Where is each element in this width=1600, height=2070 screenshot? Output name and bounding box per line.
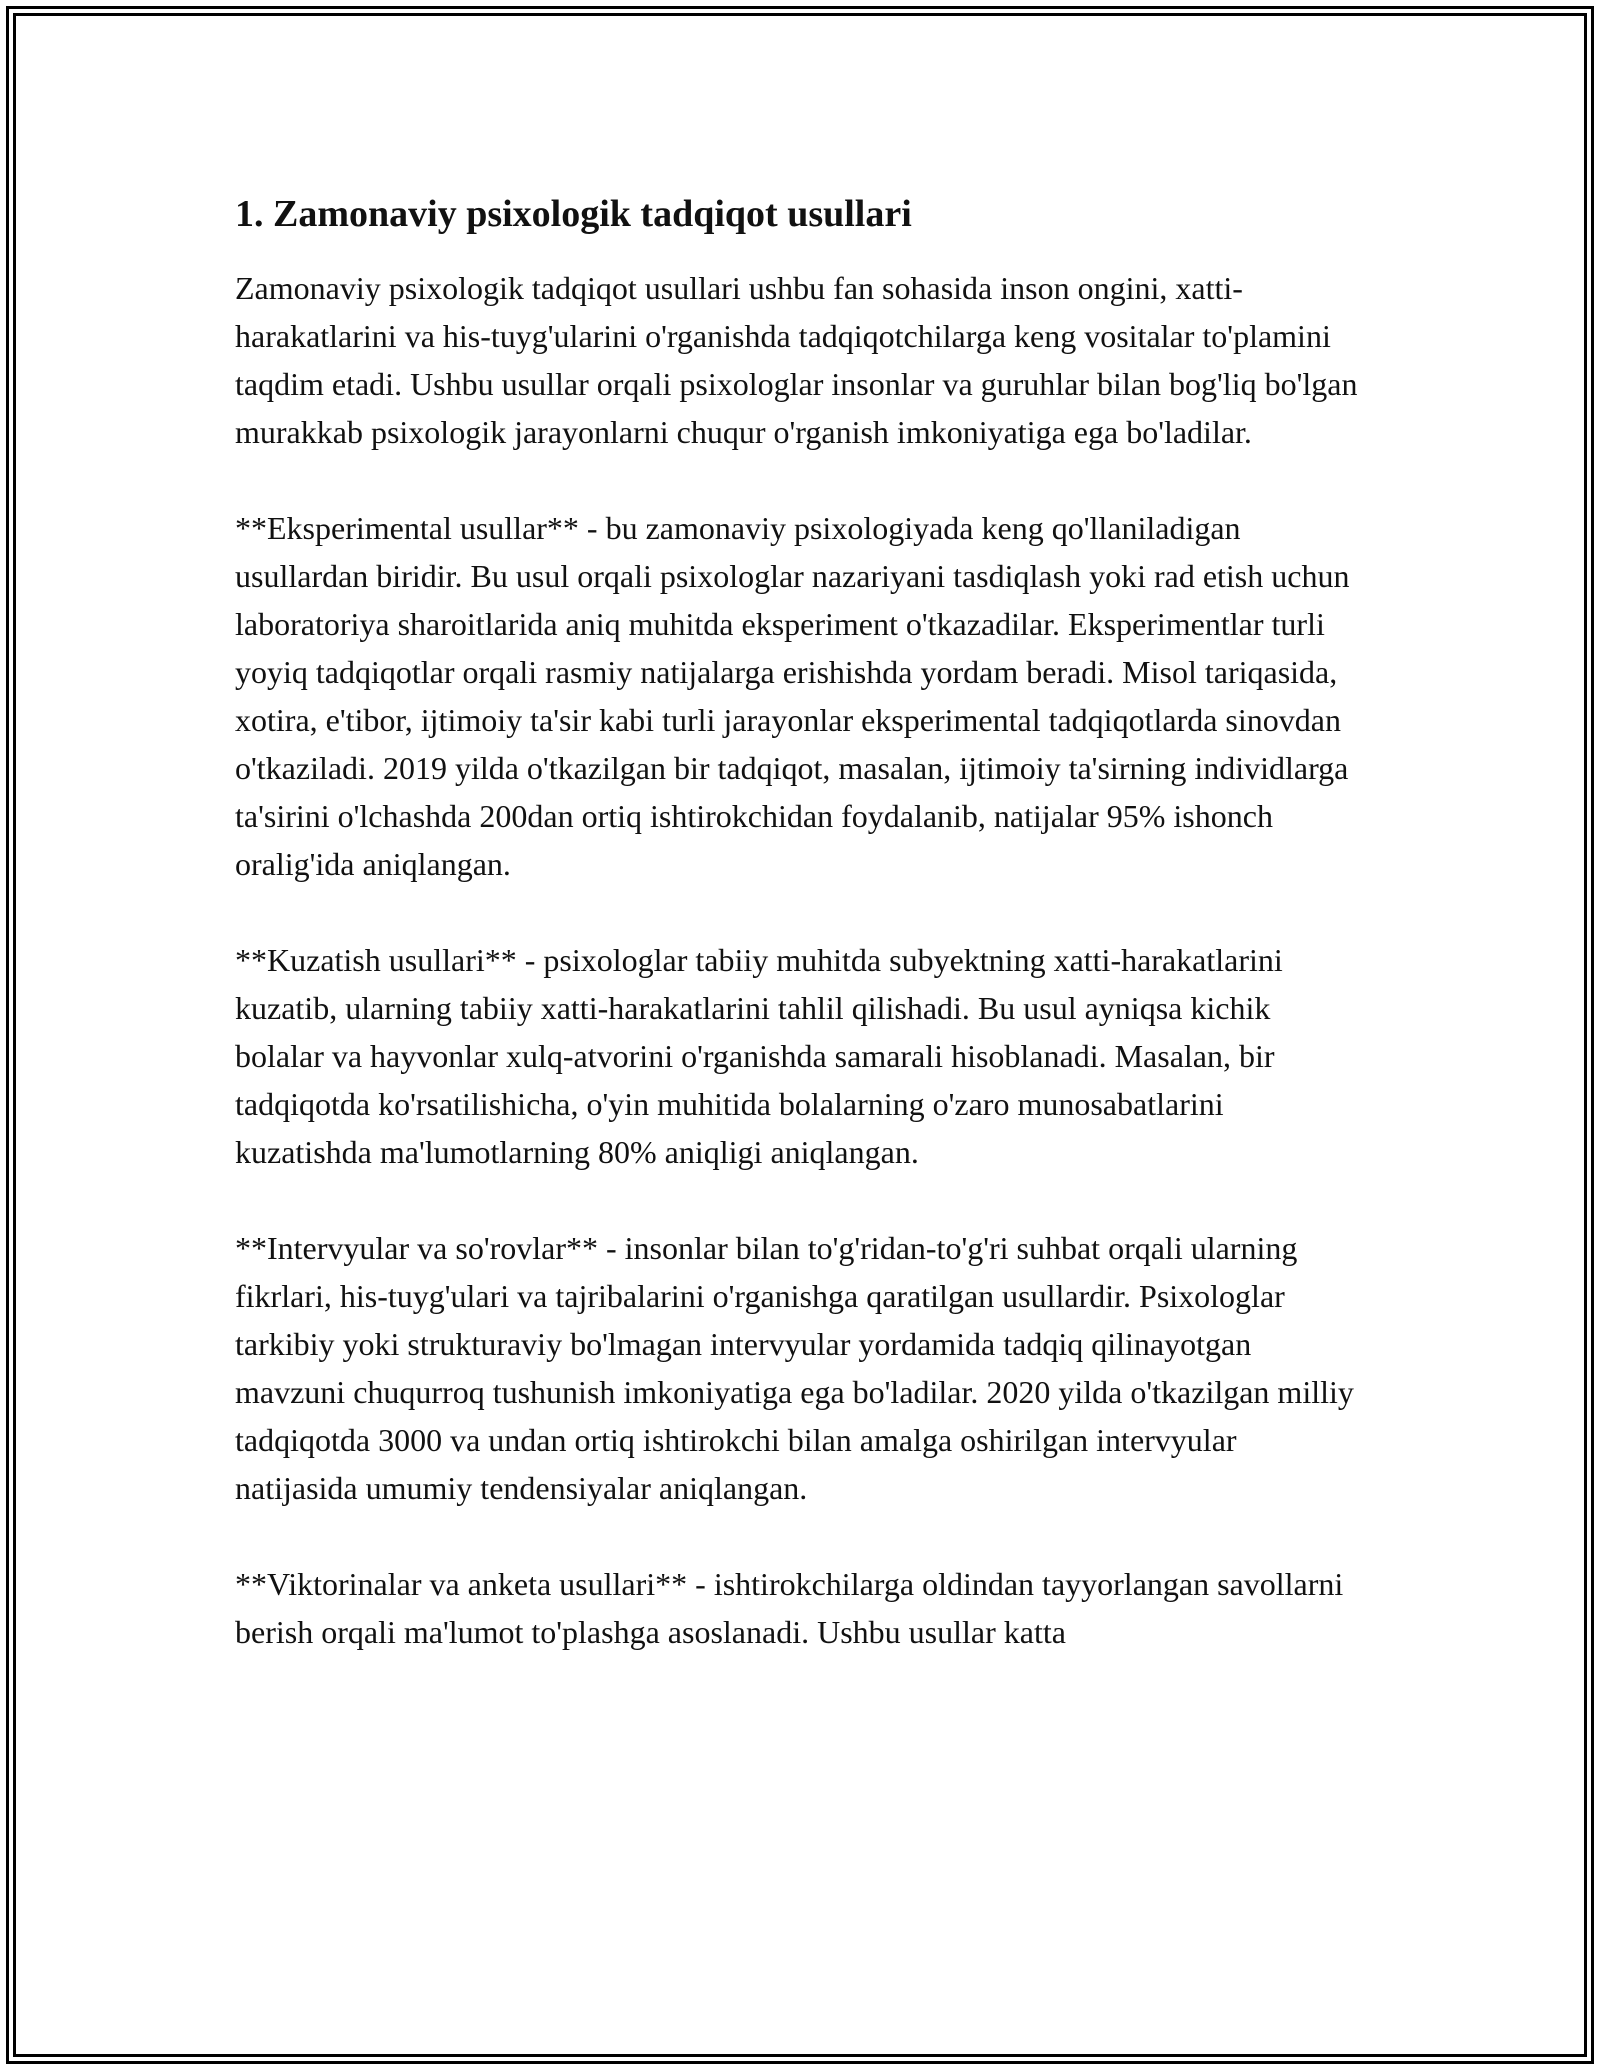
- paragraph-observation-methods: **Kuzatish usullari** - psixologlar tabiiy muhitda subyektning xatti-harakatlarini kuzatib, ularning tabiiy xatti-harakatlarini tahlil qilishadi. Bu usul ayniqsa kichik bolalar va hayvonlar xulq-atvorini o'rganishda samarali hisoblanadi. Masalan, bir tadqiqotda ko'rsatilishicha, o'yin muhitida bolalarning o'zaro munosabatlarini kuzatishda ma'lumotlarning 80% aniqligi aniqlangan.: [235, 942, 1283, 1170]
- paragraph-experimental-methods: **Eksperimental usullar** - bu zamonaviy psixologiyada keng qo'llaniladigan usullardan biridir. Bu usul orqali psixologlar nazariyani tasdiqlash yoki rad etish uchun laboratoriya sharoitlarida aniq muhitda eksperiment o'tkazadilar. Eksperimentlar turli yoyiq tadqiqotlar orqali rasmiy natijalarga erishishda yordam beradi. Misol tariqasida, xotira, e'tibor, ijtimoiy ta'sir kabi turli jarayonlar eksperimental tadqiqotlarda sinovdan o'tkaziladi. 2019 yilda o'tkazilgan bir tadqiqot, masalan, ijtimoiy ta'sirning individlarga ta'sirini o'lchashda 200dan ortiq ishtirokchidan foydalanib, natijalar 95% ishonch oralig'ida aniqlangan.: [235, 510, 1350, 882]
- paragraph-quizzes-questionnaires: **Viktorinalar va anketa usullari** - ishtirokchilarga oldindan tayyorlangan savollarni berish orqali ma'lumot to'plashga asoslanadi. Ushbu usullar katta: [235, 1566, 1344, 1650]
- section-heading: 1. Zamonaviy psixologik tadqiqot usullari: [235, 193, 912, 235]
- document-body: [235, 188, 1365, 1656]
- paragraph-interviews-surveys: **Intervyular va so'rovlar** - insonlar bilan to'g'ridan-to'g'ri suhbat orqali ularning fikrlari, his-tuyg'ulari va tajribalarini o'rganishga qaratilgan usullardir. Psixologlar tarkibiy yoki strukturaviy bo'lmagan intervyular yordamida tadqiq qilinayotgan mavzuni chuqurroq tushunish imkoniyatiga ega bo'ladilar. 2020 yilda o'tkazilgan milliy tadqiqotda 3000 va undan ortiq ishtirokchi bilan amalga oshirilgan intervyular natijasida umumiy tendensiyalar aniqlangan.: [235, 1230, 1354, 1506]
- paragraph-intro: Zamonaviy psixologik tadqiqot usullari ushbu fan sohasida inson ongini, xatti-harakatlarini va his-tuyg'ularini o'rganishda tadqiqotchilarga keng vositalar to'plamini taqdim etadi. Ushbu usullar orqali psixologlar insonlar va guruhlar bilan bog'liq bo'lgan murakkab psixologik jarayonlarni chuqur o'rganish imkoniyatiga ega bo'ladilar.: [235, 270, 1358, 450]
